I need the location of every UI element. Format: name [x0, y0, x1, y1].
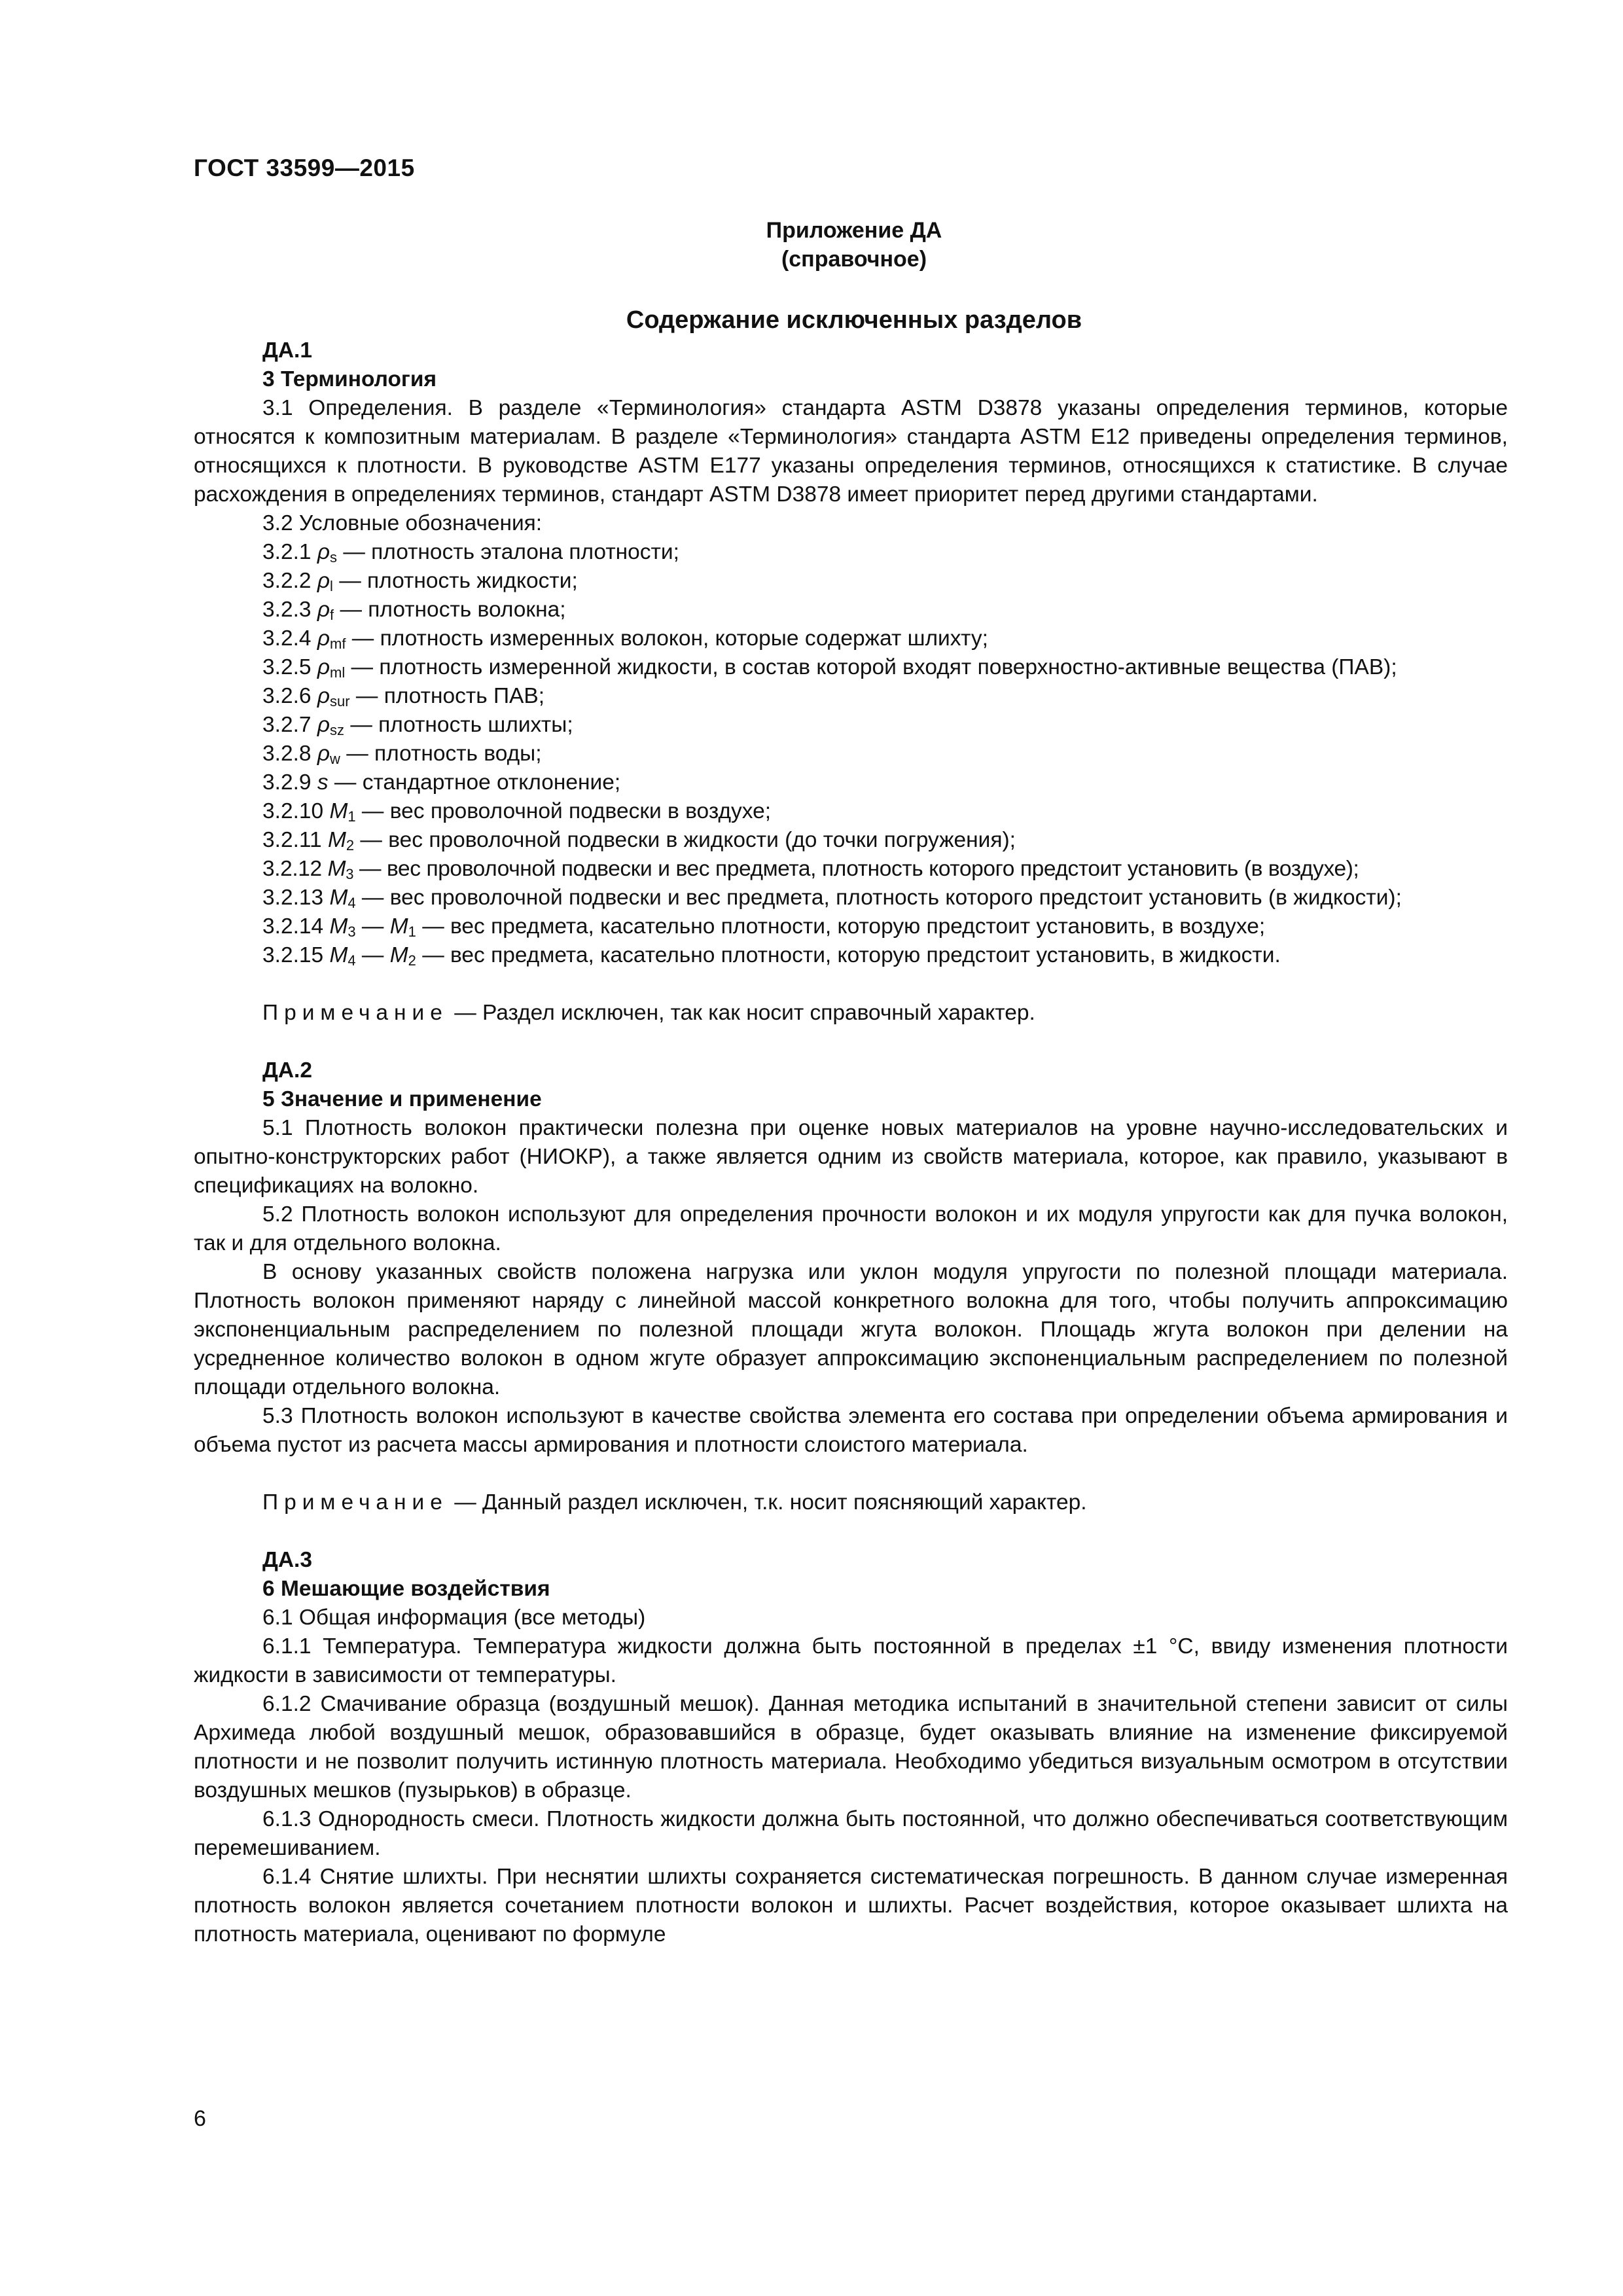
page-number: 6 [194, 2106, 206, 2131]
list-item: 3.2.9 s — стандартное отклонение; [262, 770, 621, 795]
note-text: — Раздел исключен, так как носит справочный характер. [448, 1001, 1035, 1025]
paragraph: 5.2 Плотность волокон используют для определения прочности волокон и их модуля упругости как для пучка волокон, так и для отдельного волокна. [194, 1202, 1508, 1255]
paragraph: 3.1 Определения. В разделе «Терминология» стандарта ASTM D3878 указаны определения терминов, которые относятся к композитным материалам. В разделе «Терминология» стандарта ASTM E12 приведены определения терминов, относящихся к плотности. В руководстве ASTM E177 указаны определения терминов, относящихся к статистике. В случае расхождения в определениях терминов, стандарт ASTM D3878 имеет приоритет перед другими стандартами. [194, 396, 1508, 507]
section-id: ДА.1 [262, 338, 312, 363]
paragraph: 5.1 Плотность волокон практически полезна при оценке новых материалов на уровне научно-исследовательских и опытно-конструкторских работ (НИОКР), а также является одним из свойств материала, которое, как правило, указывают в спецификациях на волокно. [194, 1116, 1508, 1198]
section-title: 3 Терминология [262, 367, 437, 391]
list-item: 3.2.7 $\rho_{sz}$ — плотность шлихты; [262, 713, 573, 738]
note-label: Примечание [262, 1490, 448, 1515]
note [194, 999, 1508, 1028]
list-item: 3.2.15 $M_4$ — $M_2$ — вес предмета, касательно плотности, которую предстоит установить, в жидкости. [262, 943, 1281, 969]
section-da2 [194, 1056, 1508, 1517]
section-da3 [194, 1546, 1508, 1949]
document-code: ГОСТ 33599—2015 [194, 154, 415, 181]
note [194, 1488, 1508, 1517]
section-id: ДА.3 [262, 1548, 312, 1572]
list-item: 3.2.6 $\rho_{sur}$ — плотность ПАВ; [262, 684, 545, 709]
list-item: 3.2.8 $\rho_w$ — плотность воды; [262, 742, 542, 767]
section-title: 5 Значение и применение [262, 1087, 542, 1111]
section-id: ДА.2 [262, 1058, 312, 1083]
note-text: — Данный раздел исключен, т.к. носит поясняющий характер. [448, 1490, 1087, 1515]
list-item: 3.2.1 $\rho_s$ — плотность эталона плотности; [262, 540, 679, 565]
symbol-list [194, 538, 1508, 970]
list-item: 3.2.10 $M_1$ — вес проволочной подвески в воздухе; [262, 799, 772, 825]
appendix-title: Приложение ДА [766, 218, 942, 243]
section-heading: Содержание исключенных разделов [626, 306, 1082, 334]
note-label: Примечание [262, 1001, 448, 1025]
list-item: 3.2.2 $\rho_l$ — плотность жидкости; [262, 569, 578, 594]
section-da1 [194, 336, 1508, 1028]
appendix-subtitle: (справочное) [781, 247, 927, 272]
paragraph: В основу указанных свойств положена нагрузка или уклон модуля упругости по полезной площади материала. Плотность волокон применяют наряду с линейной массой конкретного волокна для того, чтобы получить аппроксимацию экспоненциальным распределением по полезной площади жгута волокон. Площадь жгута волокон при делении на усредненное количество волокон в одном жгуте образует аппроксимацию экспоненциальным распределением по полезной площади отдельного волокна. [194, 1260, 1508, 1399]
list-item: 3.2.3 $\rho_f$ — плотность волокна; [262, 598, 566, 623]
list-item: 3.2.11 $M_2$ — вес проволочной подвески в жидкости (до точки погружения); [262, 828, 1016, 853]
list-item: 3.2.13 $M_4$ — вес проволочной подвески и вес предмета, плотность которого предстоит установить (в жидкости); [262, 886, 1402, 911]
paragraph: 6.1 Общая информация (все методы) [262, 1605, 646, 1630]
appendix-header [0, 216, 1623, 274]
document-body [194, 336, 1508, 1949]
list-item: 3.2.4 $\rho_{mf}$ — плотность измеренных волокон, которые содержат шлихту; [262, 626, 988, 652]
paragraph: 5.3 Плотность волокон используют в качестве свойства элемента его состава при определении объема армирования и объема пустот из расчета массы армирования и плотности слоистого материала. [194, 1404, 1508, 1457]
paragraph: 6.1.3 Однородность смеси. Плотность жидкости должна быть постоянной, что должно обеспечиваться соответствующим перемешиванием. [194, 1807, 1508, 1860]
list-item: 3.2.5 $\rho_{ml}$ — плотность измеренной жидкости, в состав которой входят поверхностно-активные вещества (ПАВ); [262, 655, 1397, 681]
paragraph: 6.1.2 Смачивание образца (воздушный мешок). Данная методика испытаний в значительной степени зависит от силы Архимеда любой воздушный мешок, образовавшийся в образце, будет оказывать влияние на изменение фиксируемой плотности и не позволит получить истинную плотность материала. Необходимо убедиться визуальным осмотром в отсутствии воздушных мешков (пузырьков) в образце. [194, 1692, 1508, 1803]
list-item: 3.2.12 $M_3$ — вес проволочной подвески и вес предмета, плотность которого предстоит установить (в воздухе); [262, 857, 1359, 882]
section-title: 6 Мешающие воздействия [262, 1577, 550, 1601]
paragraph: 6.1.1 Температура. Температура жидкости должна быть постоянной в пределах ±1 °С, ввиду изменения плотности жидкости в зависимости от температуры. [194, 1634, 1508, 1687]
paragraph: 6.1.4 Снятие шлихты. При неснятии шлихты сохраняется систематическая погрешность. В данном случае измеренная плотность волокон является сочетанием плотности волокон и шлихты. Расчет воздействия, которое оказывает шлихта на плотность материала, оценивают по формуле [194, 1865, 1508, 1946]
paragraph: 3.2 Условные обозначения: [262, 511, 543, 535]
list-item: 3.2.14 $M_3$ — $M_1$ — вес предмета, касательно плотности, которую предстоит установить, в воздухе; [262, 914, 1266, 940]
